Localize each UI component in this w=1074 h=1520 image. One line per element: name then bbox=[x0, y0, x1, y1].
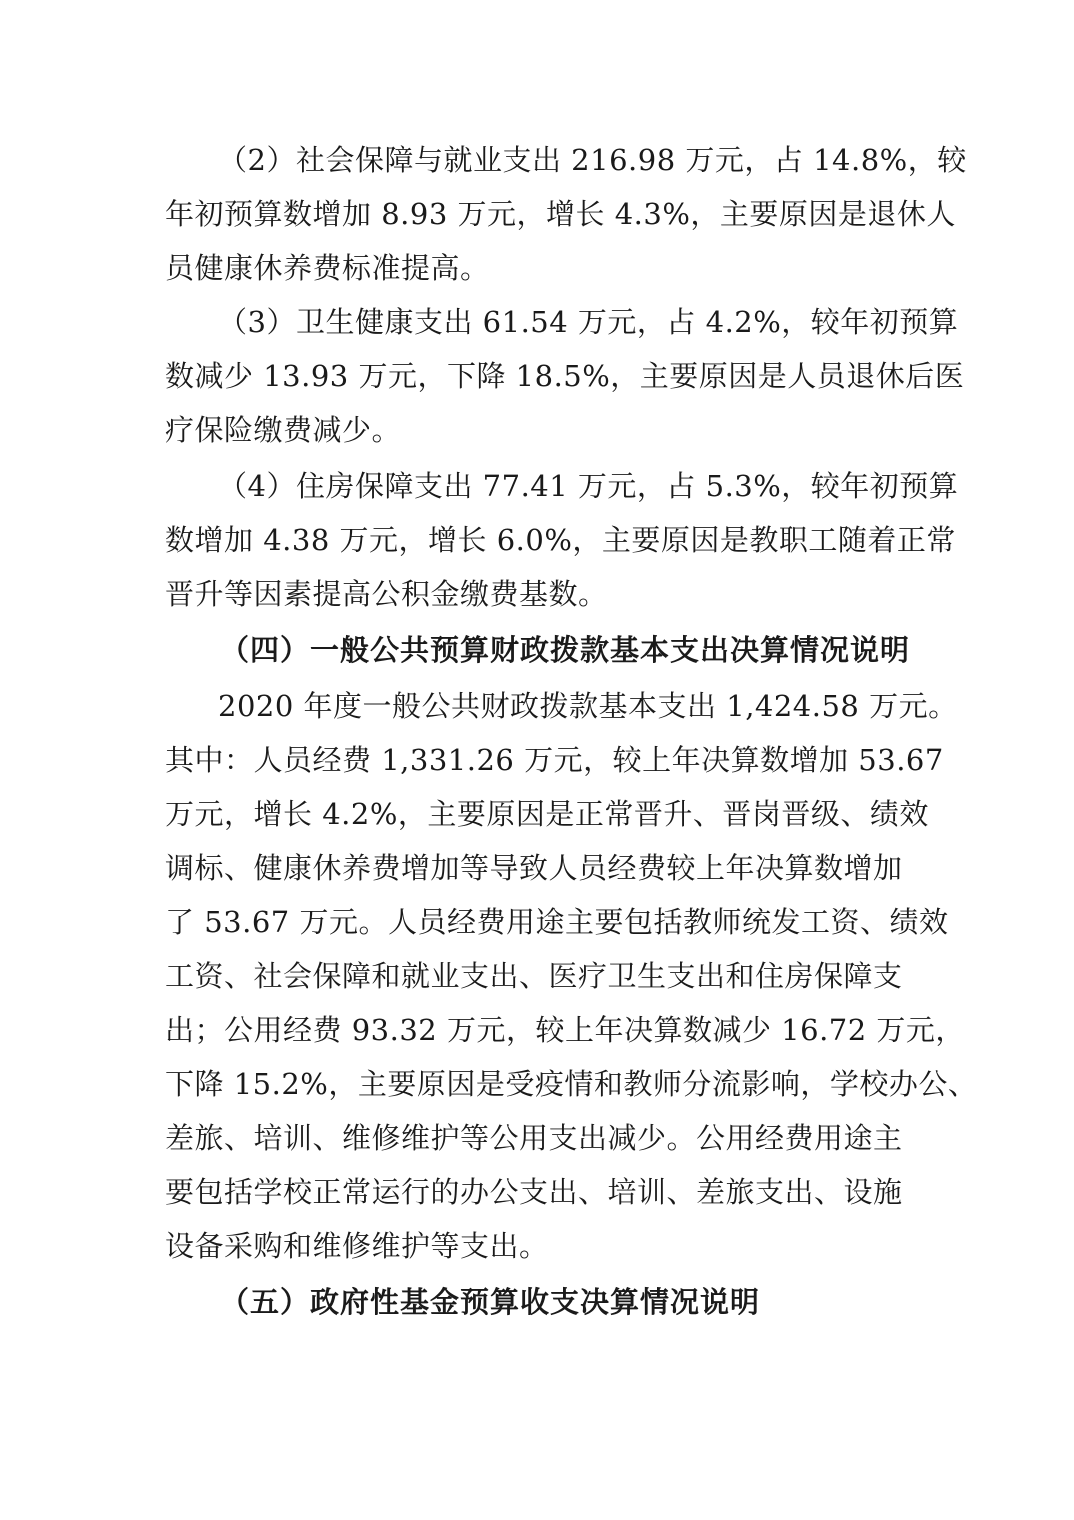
paragraph-line: 差旅、培训、维修维护等公用支出减少。公用经费用途主 bbox=[165, 1121, 903, 1155]
paragraph-line: （2）社会保障与就业支出 216.98 万元，占 14.8%，较 bbox=[218, 143, 967, 177]
section-heading: （四）一般公共预算财政拨款基本支出决算情况说明 bbox=[220, 633, 911, 667]
paragraph-line: 其中：人员经费 1,331.26 万元，较上年决算数增加 53.67 bbox=[165, 743, 944, 777]
paragraph-line: （3）卫生健康支出 61.54 万元，占 4.2%，较年初预算 bbox=[218, 305, 959, 339]
paragraph-line: （4）住房保障支出 77.41 万元，占 5.3%，较年初预算 bbox=[218, 469, 959, 503]
paragraph-line: 了 53.67 万元。人员经费用途主要包括教师统发工资、绩效 bbox=[165, 905, 949, 939]
paragraph-line: 晋升等因素提高公积金缴费基数。 bbox=[165, 577, 608, 611]
paragraph-line: 万元，增长 4.2%，主要原因是正常晋升、晋岗晋级、绩效 bbox=[165, 797, 929, 831]
paragraph-line: 员健康休养费标准提高。 bbox=[165, 251, 490, 285]
paragraph-line: 设备采购和维修维护等支出。 bbox=[165, 1229, 549, 1263]
paragraph-line: 调标、健康休养费增加等导致人员经费较上年决算数增加 bbox=[165, 851, 903, 885]
paragraph-line: 年初预算数增加 8.93 万元，增长 4.3%，主要原因是退休人 bbox=[165, 197, 956, 231]
paragraph-line: 数增加 4.38 万元，增长 6.0%，主要原因是教职工随着正常 bbox=[165, 523, 956, 557]
paragraph-line: 工资、社会保障和就业支出、医疗卫生支出和住房保障支 bbox=[165, 959, 903, 993]
paragraph-line: 疗保险缴费减少。 bbox=[165, 413, 402, 447]
paragraph-line: 出；公用经费 93.32 万元，较上年决算数减少 16.72 万元， bbox=[165, 1013, 965, 1047]
paragraph-line: 数减少 13.93 万元，下降 18.5%，主要原因是人员退休后医 bbox=[165, 359, 965, 393]
paragraph-line: 要包括学校正常运行的办公支出、培训、差旅支出、设施 bbox=[165, 1175, 903, 1209]
paragraph-line: 2020 年度一般公共财政拨款基本支出 1,424.58 万元。 bbox=[218, 689, 958, 723]
paragraph-line: 下降 15.2%，主要原因是受疫情和教师分流影响，学校办公、 bbox=[165, 1067, 978, 1101]
section-heading: （五）政府性基金预算收支决算情况说明 bbox=[220, 1285, 761, 1319]
